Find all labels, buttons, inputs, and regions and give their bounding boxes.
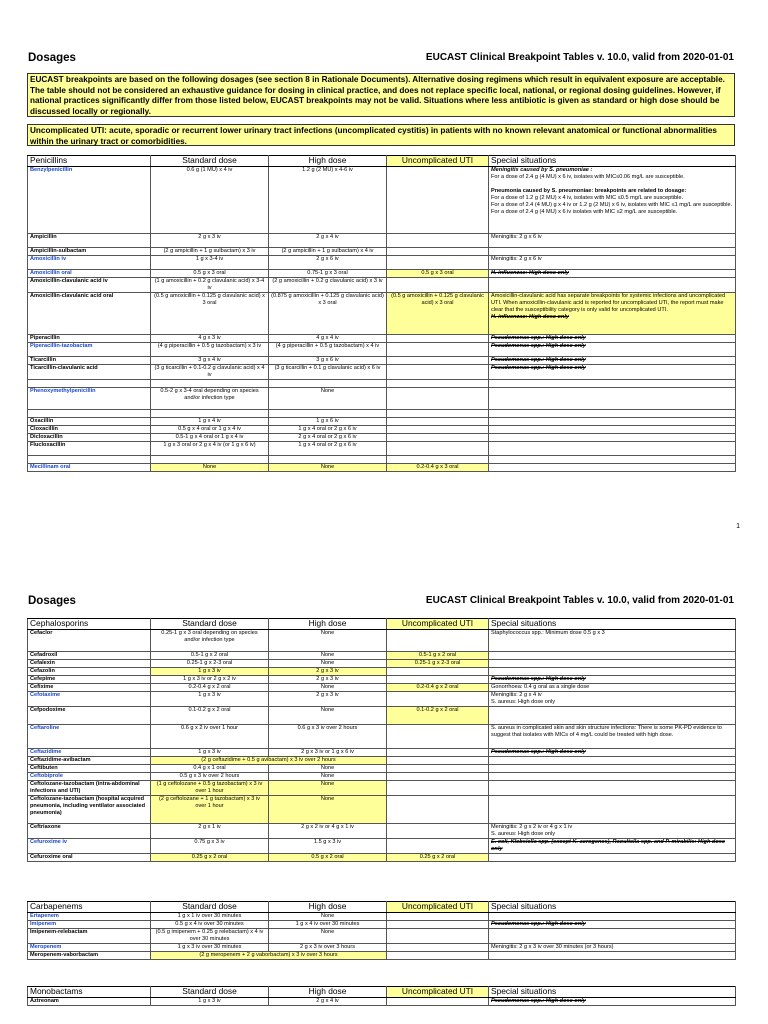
- drug-name[interactable]: Cefotaxime: [28, 691, 151, 706]
- table-row: [28, 269, 736, 277]
- special-situation: Pseudomonas spp.: High dose only: [491, 356, 586, 363]
- note-line: S. aureus: High dose only: [491, 830, 556, 837]
- high-dose: None: [269, 629, 387, 651]
- drug-name: Cefixime: [28, 683, 151, 691]
- document-version: EUCAST Clinical Breakpoint Tables v. 10.0, valid from 2020-01-01: [425, 595, 734, 606]
- note-line: For a dose of 2.4 (4 MU) g x 4 iv or 1.2 g (2 MU) x 6 iv, isolates with MIC ≤1 mg/L are susceptible.: [491, 201, 733, 208]
- special-situation: [489, 928, 736, 943]
- special-situation: Pseudomonas spp.: High dose only: [491, 342, 586, 349]
- standard-dose: None: [151, 463, 269, 471]
- special-situation: Pseudomonas spp.: High dose only: [491, 364, 586, 371]
- high-dose: (2 g ampicillin + 1 g sulbactam) x 4 iv: [269, 247, 387, 255]
- drug-name: Piperacillin: [28, 334, 151, 342]
- uti-dose: 0.5 g x 3 oral: [387, 269, 489, 277]
- uti-dose: 0.2-0.4 g x 2 oral: [387, 683, 489, 691]
- drug-name: Ticarcillin-clavulanic acid: [28, 364, 151, 379]
- special-situation: [489, 853, 736, 861]
- drug-name: Cefepime: [28, 675, 151, 683]
- special-situation: [489, 277, 736, 292]
- special-situation: [489, 292, 736, 334]
- standard-dose: 1 g x 3 iv: [151, 997, 269, 1005]
- standard-dose: (0.5 g amoxicillin + 0.125 g clavulanic acid) x 3 oral: [151, 292, 269, 334]
- standard-dose: 0.5 g x 3 oral: [151, 269, 269, 277]
- table-row: [28, 920, 736, 928]
- special-situation: [489, 780, 736, 795]
- note-line: Meningitis: 2 g x 4 iv: [491, 691, 542, 698]
- high-dose: (0.875 g amoxicillin + 0.125 g clavulanic acid) x 3 oral: [269, 292, 387, 334]
- drug-name[interactable]: Mecillinam oral: [28, 463, 151, 471]
- standard-dose: 0.2-0.4 g x 2 oral: [151, 683, 269, 691]
- table-header-row: [28, 156, 736, 167]
- special-situation: Meningitis: 2 g x 3 iv over 30 minutes (or 3 hours): [489, 943, 736, 951]
- col-standard-dose: Standard dose: [151, 156, 269, 167]
- uti-dose: [387, 233, 489, 247]
- uti-dose: [387, 951, 489, 959]
- drug-name: Flucloxacillin: [28, 441, 151, 455]
- high-dose: 2 g x 3 iv: [269, 675, 387, 683]
- high-dose: 1 g x 4 oral or 2 g x 6 iv: [269, 425, 387, 433]
- high-dose: None: [269, 463, 387, 471]
- col-uncomplicated-uti: Uncomplicated UTI: [387, 156, 489, 167]
- high-dose: None: [269, 780, 387, 795]
- col-special-situations: Special situations: [489, 619, 736, 630]
- special-situation: Gonorrhoea: 0.4 g oral as a single dose: [489, 683, 736, 691]
- uti-dose: [387, 425, 489, 433]
- note-line: S. aureus: High dose only: [491, 698, 556, 705]
- drug-name: Ampicillin: [28, 233, 151, 247]
- page-title: Dosages: [28, 595, 76, 607]
- uti-dose: 0.2-0.4 g x 3 oral: [387, 463, 489, 471]
- table-row: [28, 417, 736, 425]
- special-situation: [489, 795, 736, 823]
- uti-definition-note: Uncomplicated UTI: acute, sporadic or recurrent lower urinary tract infections (uncomplicated cystitis) in patients with no known relevant anatomical or functional abnormalities within the urinary tract or comorbidities.: [27, 124, 735, 146]
- drug-name: Amoxicillin-clavulanic acid oral: [28, 292, 151, 334]
- uti-dose: 0.25-1 g x 2-3 oral: [387, 659, 489, 667]
- high-dose: 0.6 g x 3 iv over 2 hours: [269, 724, 387, 748]
- table-row: [28, 853, 736, 861]
- uti-dose: [387, 433, 489, 441]
- table-row: [28, 928, 736, 943]
- drug-name: Oxacillin: [28, 417, 151, 425]
- uti-dose: [387, 823, 489, 838]
- special-situation: Pseudomonas spp.: High dose only: [491, 748, 586, 755]
- standard-dose: (2 g ceftolozane + 1 g tazobactam) x 3 iv over 1 hour: [151, 795, 269, 823]
- high-dose: None: [269, 928, 387, 943]
- high-dose: 2 g x 3 iv over 3 hours: [269, 943, 387, 951]
- high-dose: (2 g amoxicillin + 0.2 g clavulanic acid) x 3 iv: [269, 277, 387, 292]
- special-situation: [489, 247, 736, 255]
- uti-dose: 0.1-0.2 g x 2 oral: [387, 706, 489, 724]
- uti-dose: [387, 334, 489, 342]
- drug-name: Cefpodoxime: [28, 706, 151, 724]
- uti-dose: [387, 417, 489, 425]
- high-dose: 2 g x 2 iv or 4 g x 1 iv: [269, 823, 387, 838]
- table-row: [28, 463, 736, 471]
- table-row: [28, 683, 736, 691]
- uti-dose: (0.5 g amoxicillin + 0.125 g clavulanic acid) x 3 oral: [387, 292, 489, 334]
- special-situation: [489, 951, 736, 959]
- drug-name[interactable]: Meropenem: [28, 943, 151, 951]
- standard-dose: 1 g x 1 iv over 30 minutes: [151, 912, 269, 920]
- col-high-dose: High dose: [269, 156, 387, 167]
- cephalosporins-table: [27, 618, 736, 862]
- page-header: [28, 52, 734, 68]
- col-special-situations: Special situations: [489, 902, 736, 913]
- uti-dose: [387, 277, 489, 292]
- uti-dose: [387, 764, 489, 772]
- high-dose: None: [269, 651, 387, 659]
- standard-dose: 0.25 g x 2 oral: [151, 853, 269, 861]
- standard-dose: 0.5 g x 3 iv over 2 hours: [151, 772, 269, 780]
- standard-dose: 3 g x 4 iv: [151, 356, 269, 364]
- standard-dose: (4 g piperacillin + 0.5 g tazobactam) x 3 iv: [151, 342, 269, 356]
- standard-dose: 0.25-1 g x 3 oral depending on species and/or infection type: [151, 629, 269, 651]
- uti-dose: [387, 166, 489, 233]
- section-title: Penicillins: [28, 156, 151, 167]
- special-situation: [489, 764, 736, 772]
- drug-name: Dicloxacillin: [28, 433, 151, 441]
- table-row: [28, 764, 736, 772]
- standard-dose: 0.75 g x 3 iv: [151, 838, 269, 853]
- table-row: [28, 292, 736, 334]
- page-title: Dosages: [28, 52, 76, 64]
- penicillins-table: [27, 155, 736, 472]
- drug-name: Cefalexin: [28, 659, 151, 667]
- col-high-dose: High dose: [269, 987, 387, 998]
- drug-name[interactable]: Phenoxymethylpenicillin: [28, 387, 151, 409]
- uti-dose: [387, 724, 489, 748]
- special-situation: [489, 667, 736, 675]
- spacer-row: [28, 379, 736, 387]
- uti-dose: [387, 997, 489, 1005]
- high-dose: 4 g x 4 iv: [269, 334, 387, 342]
- special-situation: [489, 433, 736, 441]
- special-situation: [489, 691, 736, 706]
- uti-dose: [387, 912, 489, 920]
- high-dose: 0.5 g x 2 oral: [269, 853, 387, 861]
- standard-dose: 2 g x 3 iv: [151, 233, 269, 247]
- table-header-row: [28, 619, 736, 630]
- drug-name[interactable]: Ceftaroline: [28, 724, 151, 748]
- standard-dose: 0.5 g x 4 iv over 30 minutes: [151, 920, 269, 928]
- standard-dose: 1 g x 3 iv: [151, 667, 269, 675]
- high-dose: None: [269, 706, 387, 724]
- standard-dose: (0.5 g imipenem + 0.25 g relebactam) x 4 iv over 30 minutes: [151, 928, 269, 943]
- table-row: [28, 748, 736, 756]
- high-dose: 2 g x 4 iv: [269, 233, 387, 247]
- table-row: [28, 691, 736, 706]
- table-row: [28, 247, 736, 255]
- high-dose: 2 g x 4 iv: [269, 997, 387, 1005]
- standard-dose: 1 g x 3 iv: [151, 748, 269, 756]
- high-dose: None: [269, 683, 387, 691]
- standard-dose: 0.4 g x 1 oral: [151, 764, 269, 772]
- standard-dose: 2 g x 1 iv: [151, 823, 269, 838]
- monobactams-table: [27, 986, 736, 1006]
- table-row: [28, 334, 736, 342]
- drug-name: Amoxicillin-clavulanic acid iv: [28, 277, 151, 292]
- standard-dose: (2 g ampicillin + 1 g sulbactam) x 3 iv: [151, 247, 269, 255]
- table-row: [28, 838, 736, 853]
- table-row: [28, 166, 736, 233]
- special-situation: E. coli, Klebsiella spp. (except K. aerogenes), Raoultella spp. and P. mirabilis: High dose only: [491, 838, 725, 852]
- col-standard-dose: Standard dose: [151, 902, 269, 913]
- high-dose: 1 g x 6 iv: [269, 417, 387, 425]
- drug-name[interactable]: Ertapenem: [28, 912, 151, 920]
- drug-name[interactable]: Ceftobiprole: [28, 772, 151, 780]
- drug-name[interactable]: Ceftazidime: [28, 748, 151, 756]
- uti-dose: [387, 928, 489, 943]
- standard-dose: (2 g meropenem + 2 g vaborbactam) x 3 iv over 3 hours: [151, 951, 387, 959]
- high-dose: None: [269, 659, 387, 667]
- table-row: [28, 951, 736, 959]
- uti-dose: [387, 364, 489, 379]
- page-2: [0, 585, 768, 1024]
- special-situation: [489, 463, 736, 471]
- note-line: Meningitis: 2 g x 2 iv or 4 g x 1 iv: [491, 823, 573, 830]
- special-situation: Pseudomonas spp.: High dose only: [491, 334, 586, 341]
- table-row: [28, 651, 736, 659]
- note-line: For a dose of 1.2 g (2 MU) x 4 iv, isolates with MIC ≤0.5 mg/L are susceptible.: [491, 194, 684, 201]
- table-header-row: [28, 902, 736, 913]
- table-row: [28, 780, 736, 795]
- drug-name: Ceftriaxone: [28, 823, 151, 838]
- col-uncomplicated-uti: Uncomplicated UTI: [387, 987, 489, 998]
- section-title: Cephalosporins: [28, 619, 151, 630]
- standard-dose: 0.6 g x 2 iv over 1 hour: [151, 724, 269, 748]
- table-row: [28, 364, 736, 379]
- drug-name: Cefuroxime oral: [28, 853, 151, 861]
- table-row: [28, 233, 736, 247]
- standard-dose: 1 g x 3 iv: [151, 691, 269, 706]
- special-situation: Meningitis: 2 g x 6 iv: [489, 233, 736, 247]
- uti-dose: [387, 920, 489, 928]
- drug-name: Ceftolozane-tazobactam (hospital acquired pneumonia, including ventilator associated pneumonia): [28, 795, 151, 823]
- note-line: H. influenzae: High dose only: [491, 313, 570, 320]
- standard-dose: 1 g x 3 iv or 2 g x 2 iv: [151, 675, 269, 683]
- standard-dose: 1 g x 3 oral or 2 g x 4 iv (or 1 g x 6 iv): [151, 441, 269, 455]
- special-situation: [489, 706, 736, 724]
- drug-name: Aztreonam: [28, 997, 151, 1005]
- high-dose: (3 g ticarcillin + 0.1 g clavulanic acid) x 6 iv: [269, 364, 387, 379]
- standard-dose: 1 g x 3 iv over 30 minutes: [151, 943, 269, 951]
- table-row: [28, 255, 736, 269]
- high-dose: None: [269, 387, 387, 409]
- high-dose: None: [269, 912, 387, 920]
- standard-dose: 0.6 g (1 MU) x 4 iv: [151, 166, 269, 233]
- col-standard-dose: Standard dose: [151, 987, 269, 998]
- standard-dose: (1 g ceftolozane + 0.5 g tazobactam) x 3 iv over 1 hour: [151, 780, 269, 795]
- note-line: For a dose of 2.4 g (4 MU) x 6 iv, isolates with MIC≤0.06 mg/L are susceptible.: [491, 173, 685, 180]
- special-situation: [489, 441, 736, 455]
- drug-name[interactable]: Imipenem: [28, 920, 151, 928]
- high-dose: None: [269, 764, 387, 772]
- uti-dose: [387, 675, 489, 683]
- high-dose: (4 g piperacillin + 0.5 g tazobactam) x 4 iv: [269, 342, 387, 356]
- special-situation: [489, 772, 736, 780]
- uti-dose: [387, 838, 489, 853]
- page-header: [28, 595, 734, 611]
- drug-name: Cefadroxil: [28, 651, 151, 659]
- table-row: [28, 997, 736, 1005]
- standard-dose: 0.25-1 g x 2-3 oral: [151, 659, 269, 667]
- standard-dose: (1 g amoxicillin + 0.2 g clavulanic acid) x 3-4 iv: [151, 277, 269, 292]
- uti-dose: 0.25 g x 2 oral: [387, 853, 489, 861]
- special-situation: Pseudomonas spp.: High dose only: [491, 920, 586, 927]
- standard-dose: (3 g ticarcillin + 0.1-0.2 g clavulanic acid) x 4 iv: [151, 364, 269, 379]
- uti-dose: [387, 943, 489, 951]
- table-row: [28, 706, 736, 724]
- table-row: [28, 441, 736, 455]
- high-dose: None: [269, 795, 387, 823]
- drug-name: Meropenem-vaborbactam: [28, 951, 151, 959]
- high-dose: 1 g x 4 iv over 30 minutes: [269, 920, 387, 928]
- high-dose: 0.75-1 g x 3 oral: [269, 269, 387, 277]
- special-situation: Meningitis: 2 g x 6 iv: [489, 255, 736, 269]
- uti-dose: [387, 772, 489, 780]
- uti-dose: [387, 342, 489, 356]
- uti-dose: [387, 667, 489, 675]
- table-row: [28, 425, 736, 433]
- standard-dose: 1 g x 4 iv: [151, 417, 269, 425]
- col-special-situations: Special situations: [489, 987, 736, 998]
- col-standard-dose: Standard dose: [151, 619, 269, 630]
- table-row: [28, 756, 736, 764]
- special-situation: [489, 659, 736, 667]
- col-high-dose: High dose: [269, 902, 387, 913]
- table-row: [28, 387, 736, 409]
- uti-dose: [387, 255, 489, 269]
- standard-dose: 0.5-2 g x 3-4 oral depending on species and/or infection type: [151, 387, 269, 409]
- section-title: Monobactams: [28, 987, 151, 998]
- table-row: [28, 795, 736, 823]
- note-line: For a dose of 2.4 g (4 MU) x 6 iv isolates with MIC ≤2 mg/L are susceptible.: [491, 208, 678, 215]
- section-title: Carbapenems: [28, 902, 151, 913]
- uti-dose: [387, 387, 489, 409]
- drug-name: Ceftibuten: [28, 764, 151, 772]
- uti-dose: [387, 629, 489, 651]
- drug-name: Cefaclor: [28, 629, 151, 651]
- table-row: [28, 659, 736, 667]
- high-dose: 1.5 g x 3 iv: [269, 838, 387, 853]
- document-version: EUCAST Clinical Breakpoint Tables v. 10.0, valid from 2020-01-01: [425, 52, 734, 63]
- special-situation: [489, 756, 736, 764]
- high-dose: 2 g x 6 iv: [269, 255, 387, 269]
- standard-dose: 0.5-1 g x 4 oral or 1 g x 4 iv: [151, 433, 269, 441]
- table-row: [28, 629, 736, 651]
- high-dose: 3 g x 6 iv: [269, 356, 387, 364]
- high-dose: 2 g x 3 iv: [269, 667, 387, 675]
- standard-dose: 0.5-1 g x 2 oral: [151, 651, 269, 659]
- col-uncomplicated-uti: Uncomplicated UTI: [387, 619, 489, 630]
- drug-name: Cefazolin: [28, 667, 151, 675]
- table-row: [28, 823, 736, 838]
- uti-dose: [387, 691, 489, 706]
- uti-dose: [387, 795, 489, 823]
- table-row: [28, 342, 736, 356]
- drug-name[interactable]: Cefuroxime iv: [28, 838, 151, 853]
- drug-name[interactable]: Amoxicillin iv: [28, 255, 151, 269]
- special-situation: Pseudomonas spp.: High dose only: [491, 675, 586, 682]
- high-dose: 1 g x 4 oral or 2 g x 6 iv: [269, 441, 387, 455]
- table-row: [28, 943, 736, 951]
- drug-name[interactable]: Piperacillin-tazobactam: [28, 342, 151, 356]
- drug-name: Ceftolozane-tazobactam (intra-abdominal infections and UTI): [28, 780, 151, 795]
- table-row: [28, 433, 736, 441]
- special-situation: Pseudomonas spp.: High dose only: [491, 997, 586, 1004]
- col-uncomplicated-uti: Uncomplicated UTI: [387, 902, 489, 913]
- special-situation: S. aureus in complicated skin and skin structure infections: There is some PK-PD evidence to suggest that isolates with MICs of 4 mg/L could be treated with high dose.: [489, 724, 736, 748]
- uti-dose: [387, 441, 489, 455]
- intro-note: EUCAST breakpoints are based on the following dosages (see section 8 in Rationale Documents). Alternative dosing regimens which result in equivalent exposure are acceptable. The table should not be considered an exhaustive guidance for dosing in clinical practice, and does not replace specific local, national, or regional dosing guidelines. However, if national practices significantly differ from those listed below, EUCAST breakpoints may not be valid. Situations where less antibiotic is given as standard or high dose should be discussed locally or regionally.: [27, 73, 735, 117]
- special-situation: H. influenzae: High dose only: [491, 269, 570, 276]
- spacer-row: [28, 409, 736, 417]
- special-situation: [489, 823, 736, 838]
- drug-name: Imipenem-relebactam: [28, 928, 151, 943]
- standard-dose: (2 g ceftazidime + 0.5 g avibactam) x 3 iv over 2 hours: [151, 756, 387, 764]
- uti-dose: [387, 756, 489, 764]
- high-dose: 2 g x 3 iv: [269, 691, 387, 706]
- carbapenems-table: [27, 901, 736, 960]
- table-row: [28, 772, 736, 780]
- standard-dose: 0.1-0.2 g x 2 oral: [151, 706, 269, 724]
- special-situation: [489, 166, 736, 233]
- note-line: Pneumonia caused by S. pneumoniae: breakpoints are related to dosage:: [491, 187, 687, 194]
- drug-name[interactable]: Amoxicillin oral: [28, 269, 151, 277]
- note-line: Amoxicillin-clavulanic acid has separate breakpoints for systemic infections and uncomplicated UTI. When amoxicillin-clavulanic acid is reported for uncomplicated UTI, the report must make clear that the susceptibility category is only valid for uncomplicated UTI.: [491, 292, 726, 313]
- special-situation: [489, 417, 736, 425]
- standard-dose: 4 g x 3 iv: [151, 334, 269, 342]
- standard-dose: 0.5 g x 4 oral or 1 g x 4 iv: [151, 425, 269, 433]
- drug-name: Cloxacillin: [28, 425, 151, 433]
- drug-name: Ampicillin-sulbactam: [28, 247, 151, 255]
- drug-name: Ceftazidime-avibactam: [28, 756, 151, 764]
- drug-name[interactable]: Benzylpenicillin: [28, 166, 151, 233]
- spacer-row: [28, 455, 736, 463]
- table-row: [28, 667, 736, 675]
- drug-name: Ticarcillin: [28, 356, 151, 364]
- special-situation: [489, 912, 736, 920]
- table-header-row: [28, 987, 736, 998]
- table-row: [28, 277, 736, 292]
- high-dose: 2 g x 4 oral or 2 g x 6 iv: [269, 433, 387, 441]
- high-dose: 2 g x 3 iv or 1 g x 6 iv: [269, 748, 387, 756]
- special-situation: [489, 651, 736, 659]
- table-row: [28, 675, 736, 683]
- uti-dose: 0.5-1 g x 2 oral: [387, 651, 489, 659]
- high-dose: 1.2 g (2 MU) x 4-6 iv: [269, 166, 387, 233]
- table-row: [28, 912, 736, 920]
- page-number: 1: [736, 523, 740, 530]
- note-line: Meningitis caused by S. pneumoniae :: [491, 166, 593, 173]
- col-special-situations: Special situations: [489, 156, 736, 167]
- special-situation: [489, 387, 736, 409]
- uti-dose: [387, 780, 489, 795]
- uti-dose: [387, 748, 489, 756]
- table-row: [28, 356, 736, 364]
- table-row: [28, 724, 736, 748]
- col-high-dose: High dose: [269, 619, 387, 630]
- special-situation: [489, 425, 736, 433]
- standard-dose: 1 g x 3-4 iv: [151, 255, 269, 269]
- uti-dose: [387, 247, 489, 255]
- uti-dose: [387, 356, 489, 364]
- special-situation: Staphylococcus spp.: Minimum dose 0.5 g x 3: [489, 629, 736, 651]
- high-dose: None: [269, 772, 387, 780]
